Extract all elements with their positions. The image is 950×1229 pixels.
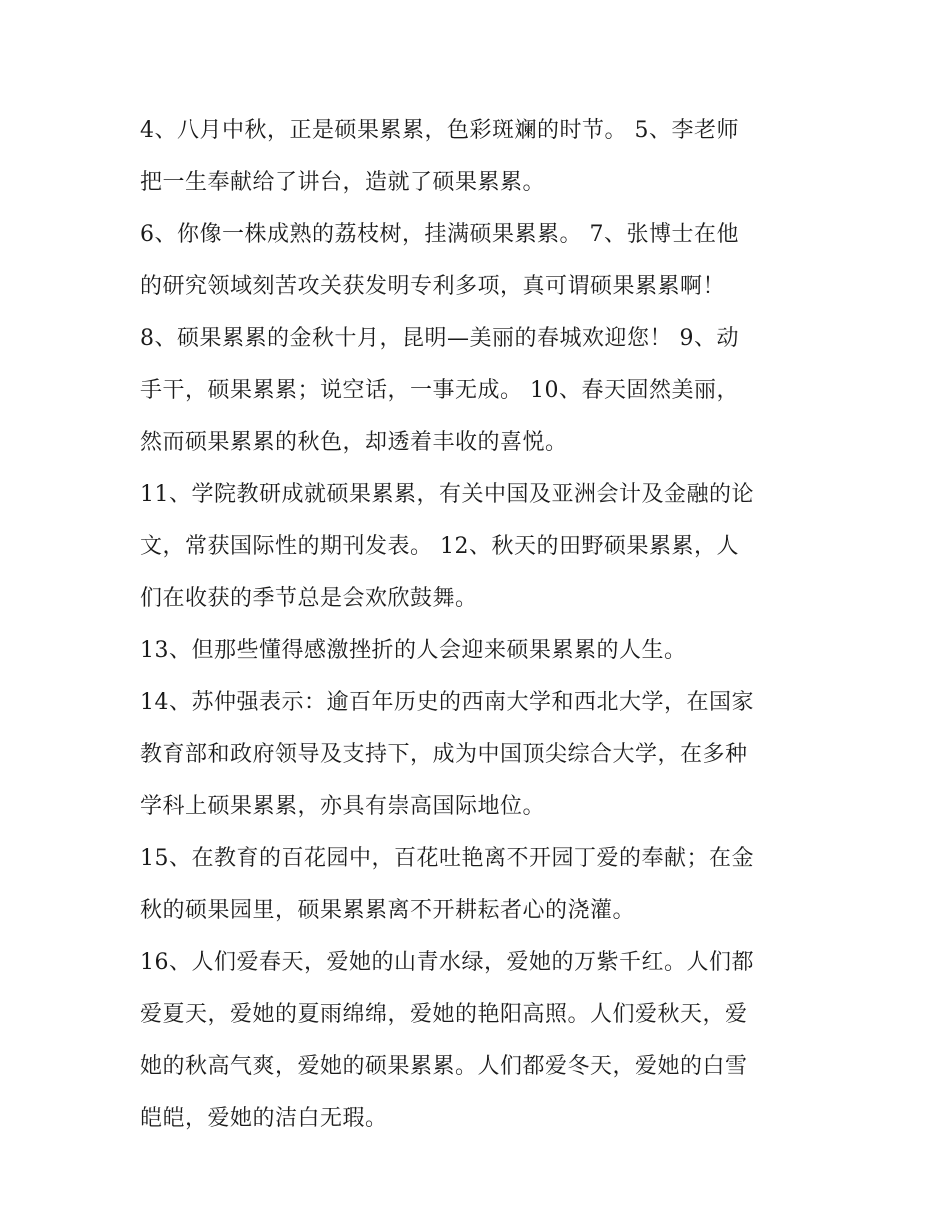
- text-line: 16、人们爱春天，爱她的山青水绿，爱她的万紫千红。人们都: [140, 950, 754, 975]
- text-line: 11、学院教研成就硕果累累，有关中国及亚洲会计及金融的论: [140, 482, 754, 507]
- text-line: 把一生奉献给了讲台，造就了硕果累累。: [140, 170, 546, 195]
- text-line: 秋的硕果园里，硕果累累离不开耕耘者心的浇灌。: [140, 898, 636, 923]
- text-line: 教育部和政府领导及支持下，成为中国顶尖综合大学，在多种: [140, 742, 748, 767]
- text-line: 14、苏仲强表示：逾百年历史的西南大学和西北大学，在国家: [140, 690, 754, 715]
- text-line: 们在收获的季节总是会欢欣鼓舞。: [140, 586, 478, 611]
- text-line: 15、在教育的百花园中，百花吐艳离不开园丁爱的奉献；在金: [140, 846, 754, 871]
- text-line: 学科上硕果累累，亦具有崇高国际地位。: [140, 794, 546, 819]
- text-line: 她的秋高气爽，爱她的硕果累累。人们都爱冬天，爱她的白雪: [140, 1054, 748, 1079]
- text-line: 13、但那些懂得感激挫折的人会迎来硕果累累的人生。: [140, 638, 687, 663]
- text-line: 4、八月中秋，正是硕果累累，色彩斑斓的时节。 5、李老师: [140, 118, 739, 143]
- text-line: 皑皑，爱她的洁白无瑕。: [140, 1106, 388, 1131]
- text-line: 然而硕果累累的秋色，却透着丰收的喜悦。: [140, 430, 568, 455]
- text-line: 文，常获国际性的期刊发表。 12、秋天的田野硕果累累，人: [140, 534, 739, 559]
- text-line: 8、硕果累累的金秋十月，昆明—美丽的春城欢迎您！ 9、动: [140, 326, 739, 351]
- text-line: 6、你像一株成熟的荔枝树，挂满硕果累累。 7、张博士在他: [140, 222, 739, 247]
- text-line: 的研究领域刻苦攻关获发明专利多项，真可谓硕果累累啊！: [140, 274, 726, 299]
- text-line: 爱夏天，爱她的夏雨绵绵，爱她的艳阳高照。人们爱秋天，爱: [140, 1002, 748, 1027]
- document-body: [140, 105, 830, 1145]
- text-line: 手干，硕果累累；说空话，一事无成。 10、春天固然美丽，: [140, 378, 739, 403]
